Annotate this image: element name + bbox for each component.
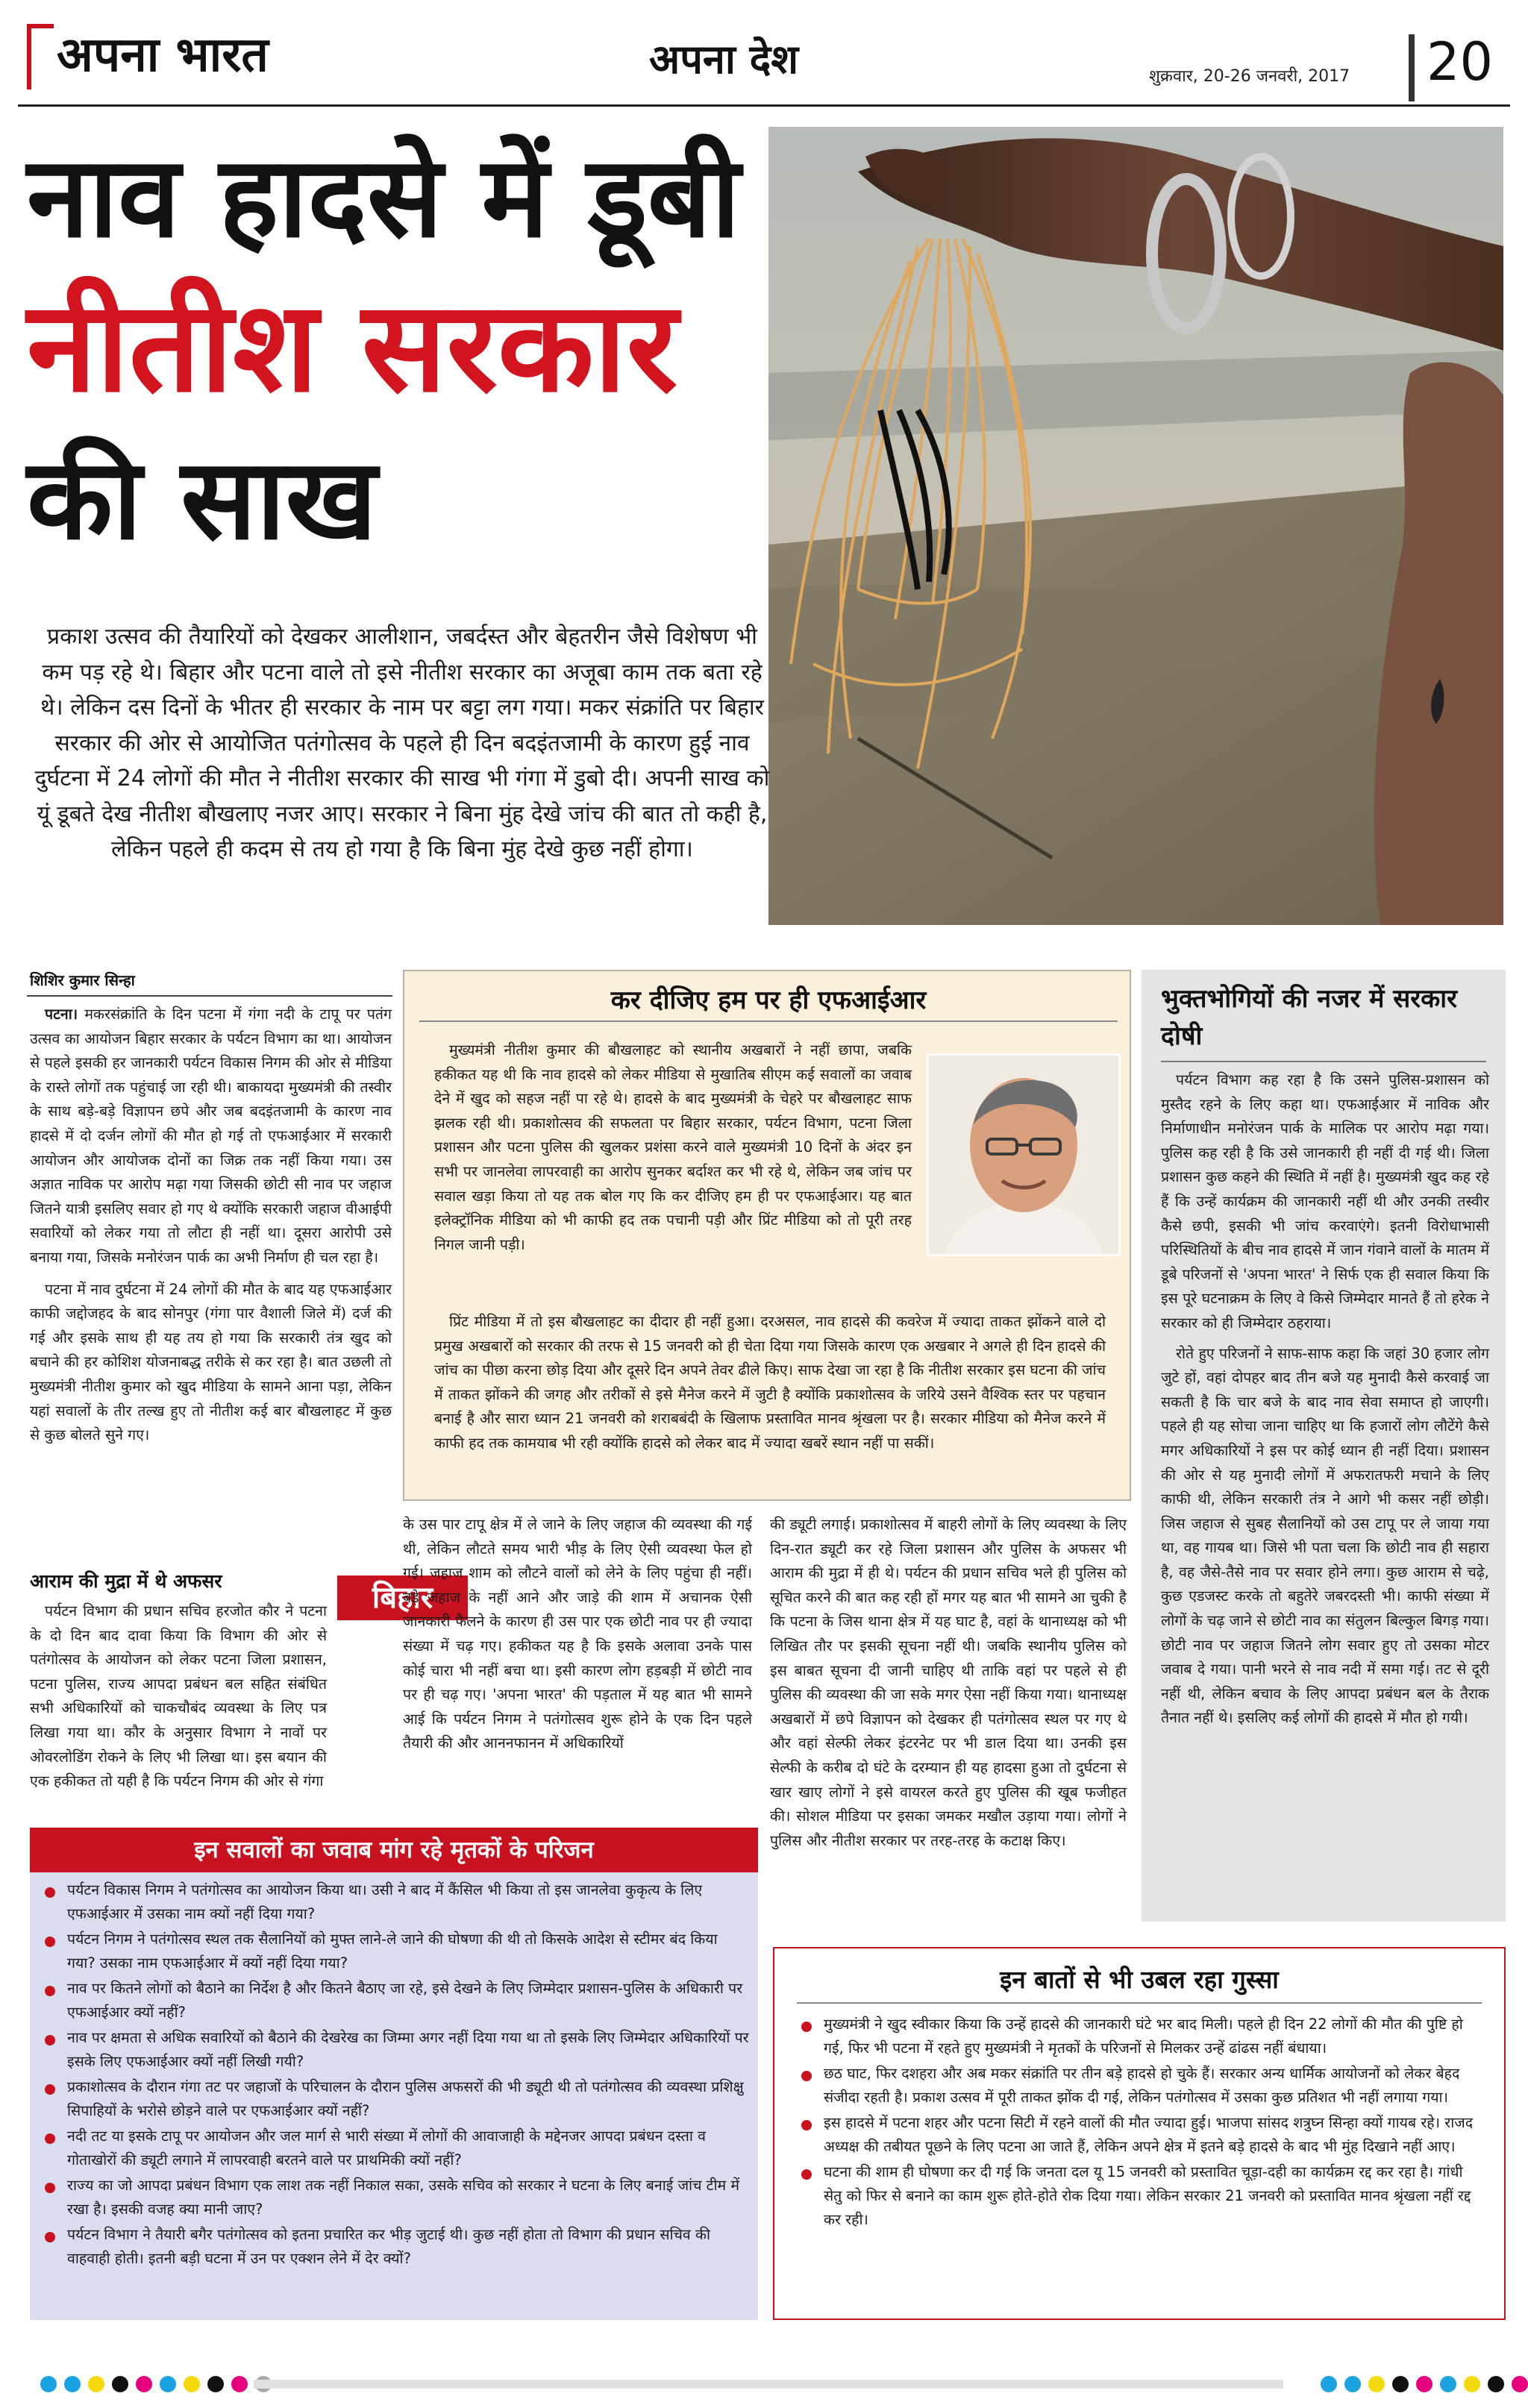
headline-line-3: की साख [27, 435, 378, 565]
print-color-dot [160, 2376, 176, 2392]
question-item: पर्यटन विभाग ने तैयारी बगैर पतंगोत्सव को इतना प्रचारित कर भीड़ जुटाई थी। कुछ नहीं होता तो विभाग की प्रधान सचिव की वाहवाही होती। इतनी बड़ी घटना में उन पर एक्शन लेने में देर क्यों? [40, 2223, 749, 2271]
questions-box [30, 1828, 758, 2320]
print-color-dot [1440, 2376, 1456, 2392]
print-color-dot [1344, 2376, 1361, 2392]
cm-portrait-illustration [929, 1056, 1118, 1254]
headline-line-2: नीतीश सरकार [27, 274, 678, 420]
victims-box-body [1161, 1068, 1489, 1731]
column-1-paragraph-1: पटना। मकरसंक्रांति के दिन पटना में गंगा नदी के टापू पर पतंग उत्सव का आयोजन बिहार सरकार के पर्यटन विभाग का था। आयोजन से पहले इसकी हर जानकारी पर्यटन विकास निगम की ओर से मीडिया के रास्ते लोगों तक पहुंचाई जा रही थी। बाकायदा मुख्यमंत्री की तस्वीर के साथ बड़े-बड़े विज्ञापन छपे और जब बदइंतजामी के कारण नाव हादसे में दो दर्जन लोगों की मौत हो गई तो एफआईआर में सरकारी आयोजन और आयोजक दोनों का जिक्र तक नहीं किया गया। उस अज्ञात नाविक पर आरोप मढ़ा गया जिसकी छोटी सी नाव पर जहाज जितने यात्री इसलिए सवार हो गए थे क्योंकि सरकारी जहाज वीआईपी सवारियों को लेकर गया तो लौटा ही नहीं था। दूसरा आरोपी उसे बनाया गया, जिसके मनोरंजन पार्क का अभी निर्माण ही चल रहा है। [30, 1006, 392, 1266]
fir-box-title: कर दीजिए हम पर ही एफआईआर [610, 985, 927, 1015]
column-1-paragraph-2: पटना में नाव दुर्घटना में 24 लोगों की मौत के बाद यह एफआईआर काफी जद्दोजहद के बाद सोनपुर (गंगा पार वैशाली जिले में) दर्ज की गई और इसके साथ ही यह तय हो गया कि सरकारी तंत्र खुद को बचाने की हर कोशिश योजनाबद्ध तरीके से कर रहा है। बात उछली तो मुख्यमंत्री नीतीश कुमार को खुद मीडिया के सामने आना पड़ा, लेकिन यहां सवालों के तीर तल्ख हुए तो नीतीश कई बार बौखलाहट में कुछ से कुछ बोलते सुने गए। [30, 1280, 392, 1444]
questions-box-title: इन सवालों का जवाब मांग रहे मृतकों के परिजन [194, 1837, 594, 1863]
fir-box-paragraph-1: मुख्यमंत्री नीतीश कुमार की बौखलाहट को स्थानीय अखबारों ने नहीं छापा, जबकि हकीकत यह थी कि नाव हादसे को लेकर मीडिया से मुखातिब सीएम कई सवालों का जवाब देने में खुद को सहज नहीं पा रहे थे। हादसे के बाद मुख्यमंत्री के चेहरे पर बौखलाहट साफ झलक रही थी। प्रकाशोत्सव की सफलता पर बिहार सरकार, पर्यटन विभाग, पटना जिला प्रशासन और पटना पुलिस की खुलकर प्रशंसा करने वाले मुख्यमंत्री 10 दिनों के अंदर इन सभी पर जानलेवा लापरवाही का आरोप सुनकर बर्दाश्त कर भी रहे थे, लेकिन जब जांच पर सवाल खड़ा किया तो यह तक बोल गए कि कर दीजिए हम ही पर एफआईआर। यह बात इलेक्ट्रॉनिक मीडिया को भी काफी हद तक पचानी पड़ी और प्रिंट मीडिया को तो पूरी तरह निगल जानी पड़ी। [434, 1041, 912, 1253]
anger-item: इस हादसे में पटना शहर और पटना सिटी में रहने वालों की मौत ज्यादा हुई। भाजपा सांसद शत्रुघ्न सिन्हा क्यों गायब रहे। राजद अध्यक्ष की तबीयत पूछने के लिए पटना आ जाते हैं, लेकिन अपने क्षेत्र में इतने बड़े हादसे के बाद भी मुंह दिखाने नहीं आए। [797, 2111, 1483, 2159]
print-color-dot [40, 2376, 57, 2392]
print-color-dot [1416, 2376, 1432, 2392]
fir-box-body-2 [434, 1310, 1106, 1456]
fir-box-title-rule [419, 1020, 1118, 1022]
print-color-dot [1368, 2376, 1385, 2392]
question-item: पर्यटन निगम ने पतंगोत्सव स्थल तक सैलानियों को मुफ्त लाने-ले जाने की घोषणा की थी तो किसके आदेश से स्टीमर बंद किया गया? उसका नाम एफआईआर में क्यों नहीं दिया गया? [40, 1928, 749, 1975]
print-color-dot [231, 2376, 248, 2392]
print-color-dot [88, 2376, 104, 2392]
victims-box [1142, 970, 1506, 1922]
paper-name: अपना भारत [57, 27, 269, 83]
column-1 [30, 1003, 392, 1448]
cm-portrait [927, 1053, 1121, 1256]
column-3-paragraph: की ड्यूटी लगाई। प्रकाशोत्सव में बाहरी लोगों के लिए व्यवस्था के लिए दिन-रात ड्यूटी कर रहे जिला प्रशासन और पुलिस के अफसर भी आराम की मुद्रा में ही थे। पर्यटन की प्रधान सचिव भले ही पुलिस को सूचित करने की बात कह रही हों मगर यह बात भी सामने आ चुकी है कि पटना के जिस थाना क्षेत्र में यह घाट है, वहां के थानाध्यक्ष को भी लिखित तौर पर इसकी सूचना नहीं थी। जबकि स्थानीय पुलिस को इस बाबत सूचना दी जानी चाहिए थी ताकि वहां पर पहले से ही पुलिस की व्यवस्था की जा सके मगर ऐसा नहीं किया गया। थानाध्यक्ष अखबारों में छपे विज्ञापन को देखकर ही पतंगोत्सव स्थल पर गए थे और वहां सेल्फी लेकर इंटरनेट पर भी डाल दिया था। उनकी इस सेल्फी के करीब दो घंटे के दरम्यान ही यह हादसा हुआ तो दुर्घटना से खार खाए लोगों ने इसे वायरल करते हुए पुलिस की खूब फजीहत की। सोशल मीडिया पर इसका जमकर मखौल उड़ाया गया। लोगों ने पुलिस और नीतीश सरकार पर तरह-तरह के कटाक्ष किए। [770, 1516, 1127, 1849]
anger-box [773, 1947, 1506, 2320]
anger-box-title: इन बातों से भी उबल रहा गुस्सा [1000, 1965, 1279, 1994]
anger-item: मुख्यमंत्री ने खुद स्वीकार किया कि उन्हें हादसे की जानकारी घंटे भर बाद मिली। पहले ही दिन 22 लोगों की मौत की पुष्टि हो गई, फिर भी पटना में रहते हुए मुख्यमंत्री ने मृतकों के परिजनों से मिलकर उन्हें ढांढस नहीं बंधाया। [797, 2013, 1483, 2060]
column-3 [770, 1513, 1127, 1853]
issue-date: शुक्रवार, 20-26 जनवरी, 2017 [1149, 67, 1350, 86]
print-color-dot [112, 2376, 128, 2392]
bihar-label-text: बिहार [372, 1580, 433, 1615]
page-number: 20 [1427, 31, 1494, 93]
dateline: पटना। [45, 1006, 78, 1023]
masthead [0, 0, 1528, 112]
question-item: पर्यटन विकास निगम ने पतंगोत्सव का आयोजन किया था। उसी ने बाद में कैंसिल भी किया तो इस जानलेवा कुकृत्य के लिए एफआईआर में उसका नाम क्यों नहीं दिया गया? [40, 1878, 749, 1926]
question-item: राज्य का जो आपदा प्रबंधन विभाग एक लाश तक नहीं निकाल सका, उसके सचिव को सरकार ने घटना के लिए बनाई जांच टीम में रखा है। इसकी वजह क्या मानी जाए? [40, 2174, 749, 2222]
logo-bracket [27, 24, 54, 90]
print-color-dot [136, 2376, 152, 2392]
column-2 [403, 1513, 752, 1756]
byline: शिशिर कुमार सिन्हा [30, 971, 135, 989]
print-color-dot [1512, 2376, 1528, 2392]
questions-list [40, 1878, 749, 2272]
column-2-paragraph: के उस पार टापू क्षेत्र में ले जाने के लिए जहाज की व्यवस्था की गई थी, लेकिन लौटते समय भारी भीड़ के लिए ऐसी व्यवस्था फेल हो गई। जहाज शाम को लौटने वालों को लेने के लिए पहुंचा ही नहीं। बड़े जहाज के नहीं आने और जाड़े की शाम में अचानक ऐसी जानकारी फैलने के कारण ही उस पार एक छोटी नाव पर ही ज्यादा संख्या में चढ़ गए। हकीकत यह है कि इसके अलावा उनके पास कोई चारा भी नहीं बचा था। इसी कारण लोग हड़बड़ी में छोटी नाव पर ही चढ़ गए। 'अपना भारत' की पड़ताल में यह बात भी सामने आई कि पर्यटन निगम ने पतंगोत्सव शुरू होने के एक दिन पहले तैयारी की और आननफानन में अधिकारियों [403, 1516, 752, 1752]
anger-item: छठ घाट, फिर दशहरा और अब मकर संक्रांति पर तीन बड़े हादसे हो चुके हैं। सरकार अन्य धार्मिक आयोजनों को लेकर बेहद संजीदा रहती है। प्रकाश उत्सव में पूरी ताकत झोंक दी गई, लेकिन पतंगोत्सव में उसका कुछ प्रतिशत भी नहीं लगाया गया। [797, 2062, 1483, 2110]
question-item: नाव पर क्षमता से अधिक सवारियों को बैठाने की देखरेख का जिम्मा अगर नहीं दिया गया था तो इसके लिए जिम्मेदार अधिकारियों पर इसके लिए एफआईआर क्यों नहीं लिखी गयी? [40, 2026, 749, 2074]
print-color-marks-right [1321, 2376, 1528, 2392]
masthead-rule [18, 104, 1510, 107]
page-number-divider [1409, 34, 1415, 101]
victims-box-paragraph-2: रोते हुए परिजनों ने साफ-साफ कहा कि जहां 30 हजार लोग जुटे हों, वहां दोपहर बाद तीन बजे यह मुनादी कैसे करवाई जा सकती है कि चार बजे के बाद नाव सेवा समाप्त हो जाएगी। पहले ही यह सोचा जाना चाहिए था कि हजारों लोग लौटेंगे कैसे मगर अधिकारियों ने इस पर कोई ध्यान ही नहीं दिया। प्रशासन की ओर से यह मुनादी लोगों में अफरातफरी मचाने के लिए काफी थी, लेकिन सरकारी तंत्र ने आगे भी कसर नहीं छोड़ी। जिस जहाज से सुबह सैलानियों को उस टापू पर ले जाया गया था, वह गायब था। जिसे भी पता चला कि छोटी नाव ही सहारा है, वह जैसे-तैसे नाव पर सवार होने लगा। कुछ आराम से चढ़े, कुछ एडजस्ट करके तो बहुतेरे जबरदस्ती भी। काफी संख्या में लोगों के चढ़ जाने से छोटी नाव का संतुलन बिल्कुल बिगड़ गया। छोटी नाव पर जहाज जितने लोग सवार हुए तो उसका मोटर जवाब दे गया। पानी भरने से नाव नदी में समा गई। तट से दूरी नहीं थी, लेकिन बचाव के लिए आपदा प्रबंधन बल के तैराक तैनात नहीं थे। इसलिए कई लोगों की हादसे में मौत हो गयी। [1161, 1344, 1489, 1727]
fir-box-body [434, 1038, 912, 1257]
print-bar [254, 2380, 1283, 2389]
print-color-dot [1464, 2376, 1480, 2392]
victims-box-paragraph-1: पर्यटन विभाग कह रहा है कि उसने पुलिस-प्रशासन को मुस्तैद रहने के लिए कहा था। एफआईआर में नाविक और निर्माणाधीन मनोरंजन पार्क के मालिक पर आरोप मढ़ा गया। पुलिस कह रही है कि उसे जानकारी ही नहीं दी गई थी। जिला प्रशासन कुछ कहने की स्थिति में नहीं है। मुख्यमंत्री खुद कह रहे हैं कि उन्हें कार्यक्रम की जानकारी नहीं थी और उनकी तस्वीर कैसे छपी, इसकी भी जांच करवाएंगे। इतनी विरोधाभासी परिस्थितियों के बीच नाव हादसे में जान गंवाने वालों के मातम में डूबे परिजनों से 'अपना भारत' ने सिर्फ एक ही सवाल किया कि इस पूरे घटनाक्रम के लिए वे किसे जिम्मेदार मानते हैं तो हरेक ने सरकार को ही जिम्मेदार ठहराया। [1161, 1071, 1489, 1332]
fir-box [403, 970, 1131, 1501]
print-color-dot [1321, 2376, 1337, 2392]
subhead-officers-relaxed: आराम की मुद्रा में थे अफसर [30, 1570, 222, 1592]
print-color-dot [207, 2376, 224, 2392]
anger-box-rule [797, 2002, 1482, 2004]
print-color-dot [1488, 2376, 1504, 2392]
lead-paragraph: प्रकाश उत्सव की तैयारियों को देखकर आलीशान, जबर्दस्त और बेहतरीन जैसे विशेषण भी कम पड़ रहे थे। बिहार और पटना वाले तो इसे नीतीश सरकार का अजूबा काम तक बता रहे थे। लेकिन दस दिनों के भीतर ही सरकार के नाम पर बट्टा लग गया। मकर संक्रांति पर बिहार सरकार की ओर से आयोजित पतंगोत्सव के पहले ही दिन बदइंतजामी के कारण हुई नाव दुर्घटना में 24 लोगों की मौत ने नीतीश सरकार की साख भी गंगा में डुबो दी। अपनी साख को यूं डूबते देख नीतीश बौखलाए नजर आए। सरकार ने बिना मुंह देखे जांच की बात तो कही है, लेकिन पहले ही कदम से तय हो गया है कि बिना मुंह देखे कुछ नहीं होगा। [34, 624, 770, 862]
question-item: प्रकाशोत्सव के दौरान गंगा तट पर जहाजों के परिचालन के दौरान पुलिस अफसरों की भी ड्यूटी थी तो पतंगोत्सव की व्यवस्था प्रशिक्षु सिपाहियों के भरोसे छोड़ने वाले पर एफआईआर क्यों नहीं? [40, 2075, 749, 2123]
question-item: नाव पर कितने लोगों को बैठाने का निर्देश है और कितने बैठाए जा रहे, इसे देखने के लिए जिम्मेदार प्रशासन-पुलिस के अधिकारी पर एफआईआर क्यों नहीं? [40, 1977, 749, 2025]
victims-box-title: भुक्तभोगियों की नजर में सरकार दोषी [1161, 984, 1458, 1051]
column-1-paragraph-3: पर्यटन विभाग की प्रधान सचिव हरजोत कौर ने पटना के दो दिन बाद दावा किया कि विभाग की ओर से पतंगोत्सव के आयोजन को लेकर पटना जिला प्रशासन, पटना पुलिस, राज्य आपदा प्रबंधन बल सहित संबंधित सभी अधिकारियों को चाकचौबंद व्यवस्था के लिए पत्र लिखा गया था। कौर के अनुसार विभाग ने नावों पर ओवरलोडिंग रोकने के लिए भी लिखा था। इस बयान की एक हकीकत तो यही है कि पर्यटन निगम की ओर से गंगा [30, 1602, 327, 1790]
section-name: अपना देश [649, 35, 799, 83]
print-color-marks-left [40, 2376, 272, 2392]
print-color-dot [184, 2376, 200, 2392]
byline-rule [27, 995, 392, 997]
anger-list [797, 2013, 1483, 2233]
fir-box-paragraph-2: प्रिंट मीडिया में तो इस बौखलाहट का दीदार ही नहीं हुआ। दरअसल, नाव हादसे की कवरेज में ज्यादा ताकत झोंकने वाले दो प्रमुख अखबारों को सरकार की तरफ से 15 जनवरी को ही चेता दिया गया जिसके कारण एक अखबार ने अगले ही दिन हादसे की जांच का पीछा करना छोड़ दिया और दूसरे दिन अपने तेवर ढीले किए। साफ देखा जा रहा है कि नीतीश सरकार इस घटना की जांच में ताकत झोंकने की जगह और तरीकों से इसे मैनेज करने में जुटी है क्योंकि प्रकाशोत्सव के जरिये उसने वैश्विक स्तर पर पहचान बनाई है और सारा ध्यान 21 जनवरी को शराबबंदी के खिलाफ प्रस्तावित मानव श्रृंखला पर है। सरकार मीडिया को मैनेज करने में काफी हद तक कामयाब भी रही क्योंकि हादसे को लेकर बाद में ज्यादा खबरें स्थान नहीं पा सकीं। [434, 1313, 1106, 1452]
headline [27, 127, 922, 574]
victims-box-rule [1161, 1061, 1486, 1062]
anger-item: घटना की शाम ही घोषणा कर दी गई कि जनता दल यू 15 जनवरी को प्रस्तावित चूड़ा-दही का कार्यक्रम रद्द कर रहा है। गांधी सेतु को फिर से बनाने का काम शुरू होते-होते रोक दिया गया। लेकिन सरकार 21 जनवरी को प्रस्तावित मानव श्रृंखला नहीं रद्द कर रही। [797, 2160, 1483, 2232]
print-color-dot [1392, 2376, 1409, 2392]
column-1-continued [30, 1599, 327, 1794]
questions-box-header [30, 1828, 758, 1872]
print-color-dot [64, 2376, 81, 2392]
question-item: नदी तट या इसके टापू पर आयोजन और जल मार्ग से भारी संख्या में लोगों की आवाजाही के मद्देनजर आपदा प्रबंधन दस्ता व गोताखोरों की ड्यूटी लगाने में लापरवाही बरतने वाले पर प्राथमिकी क्यों नहीं? [40, 2125, 749, 2172]
paper-logo [27, 21, 355, 93]
headline-line-1: नाव हादसे में डूबी [27, 133, 741, 263]
